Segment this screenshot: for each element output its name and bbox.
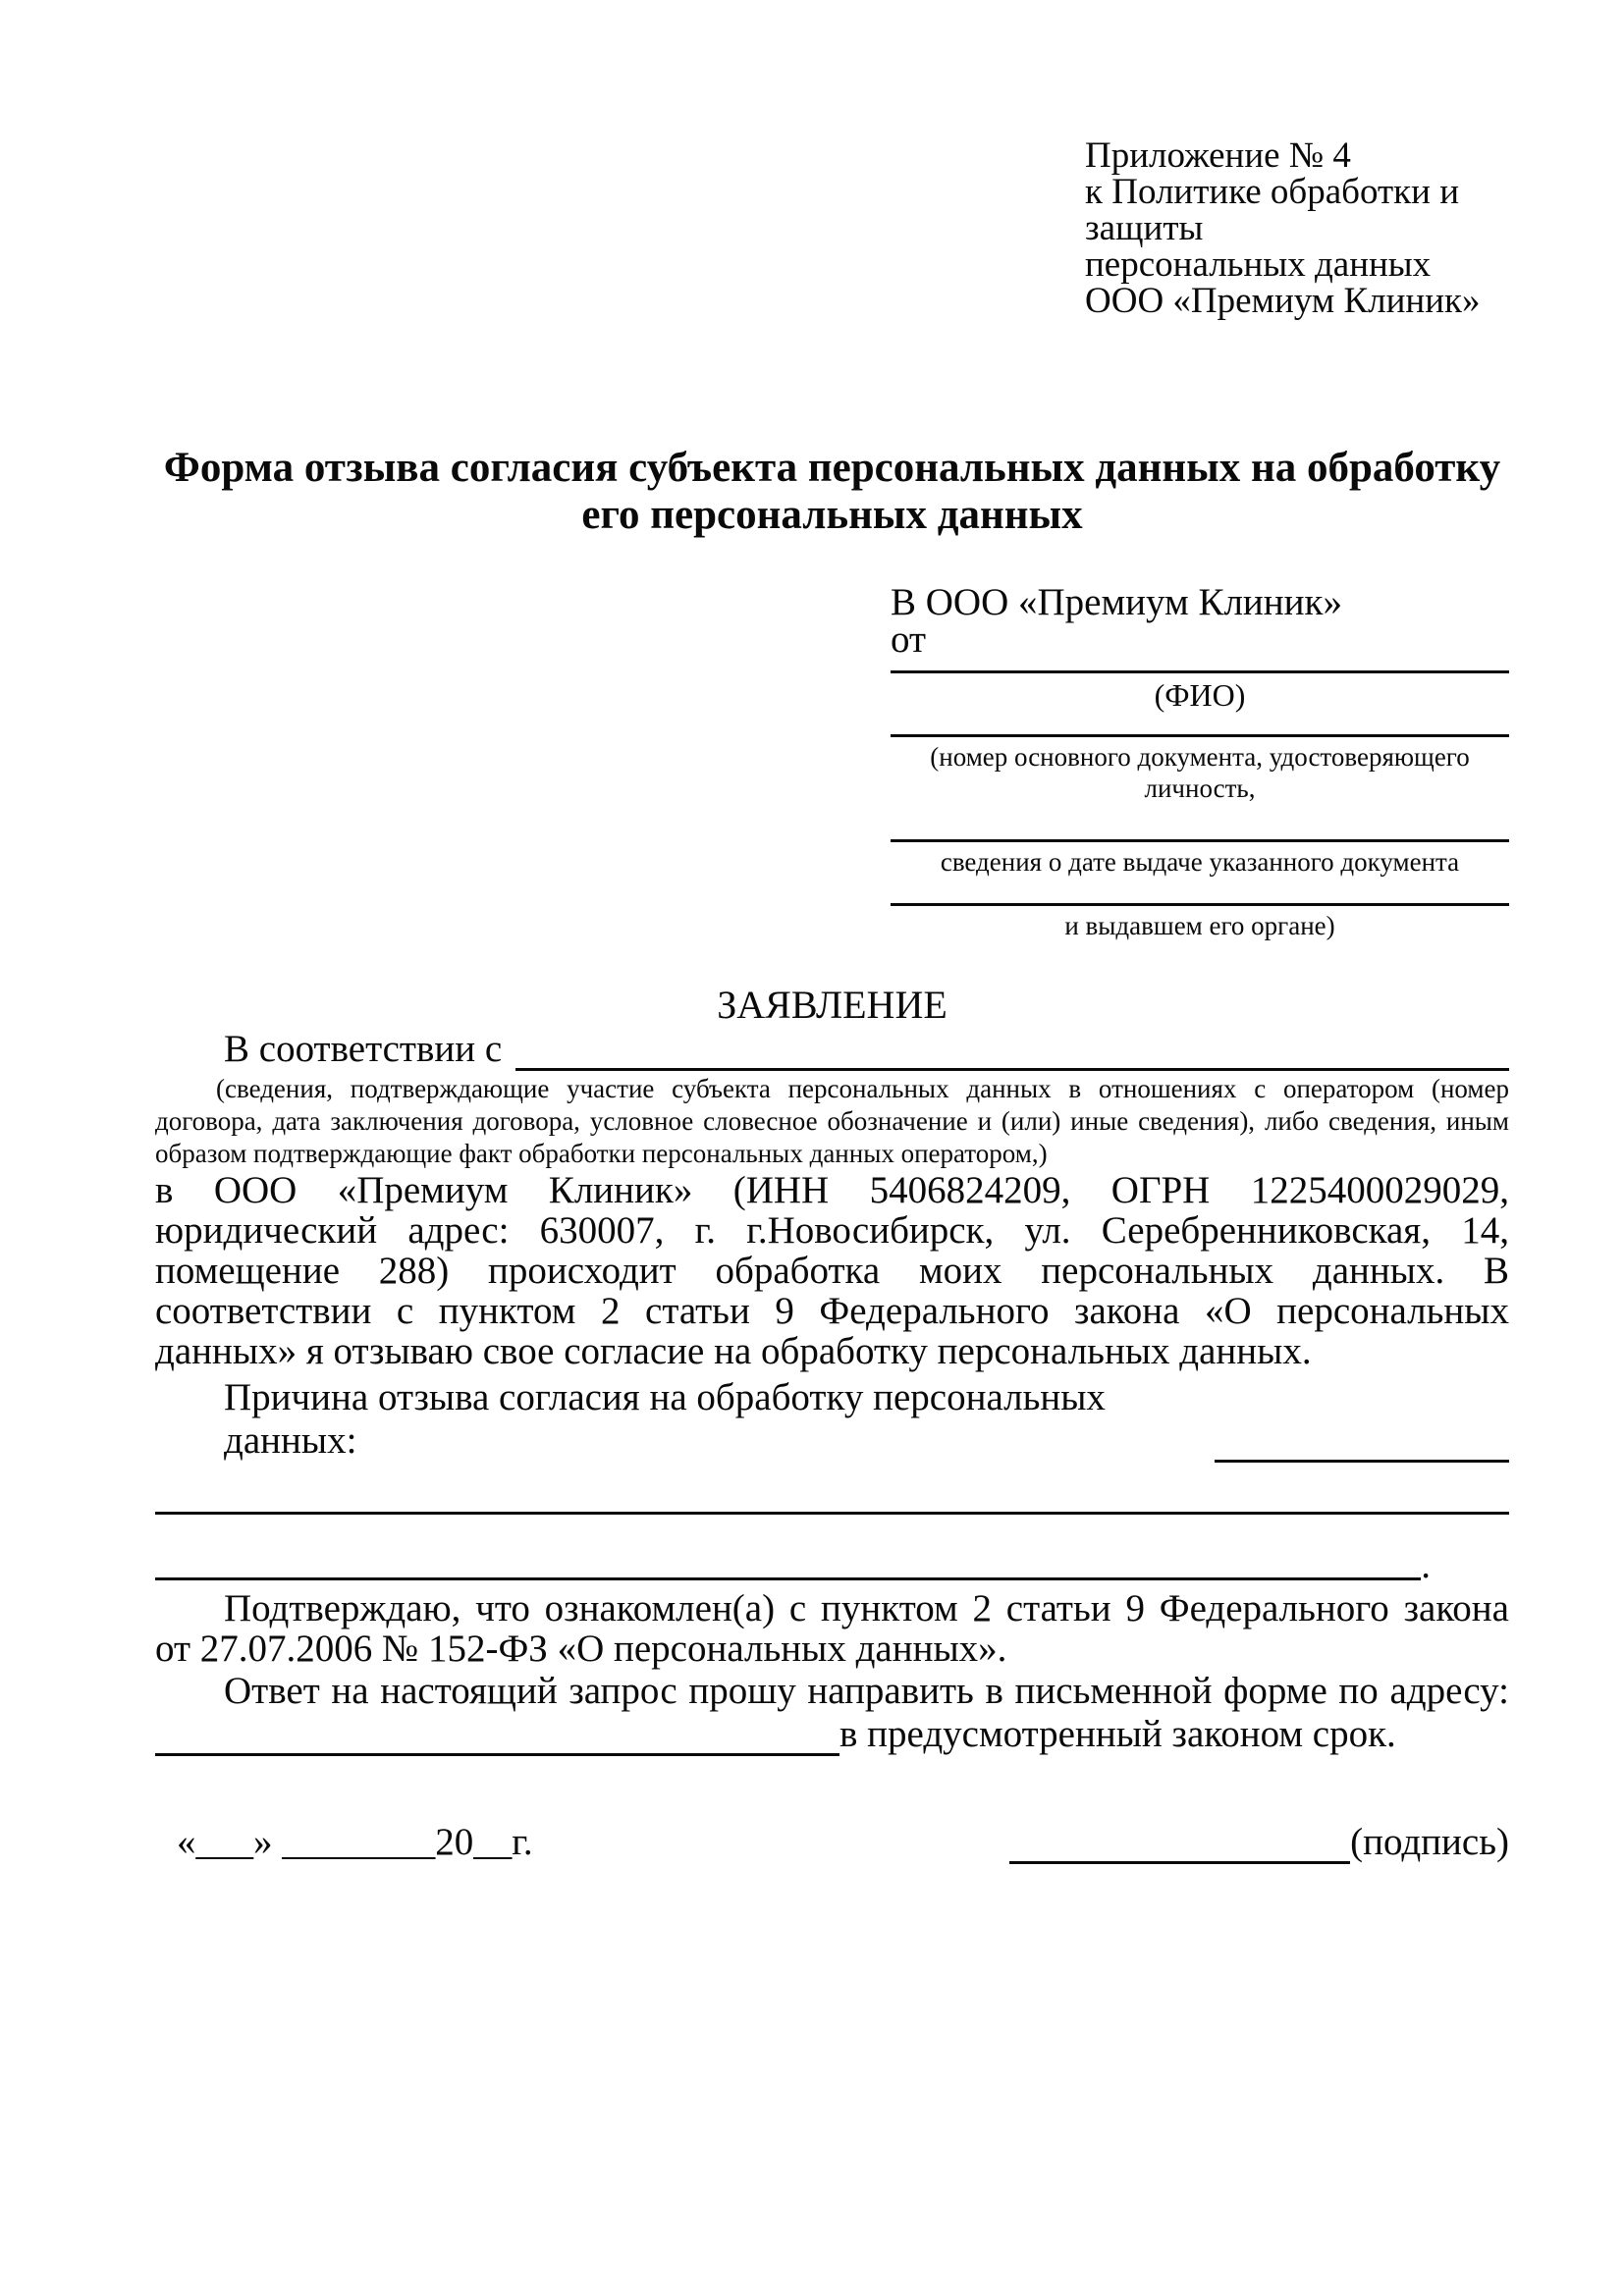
reason-blank-line-3-row [155,1544,1509,1587]
signature-block [1009,1821,1509,1864]
appendix-policy-line-2: персональных данных [1085,244,1432,285]
signature-blank-line[interactable] [1009,1826,1350,1864]
statement-heading: ЗАЯВЛЕНИЕ [717,983,947,1028]
reason-blank-line[interactable] [1215,1460,1509,1463]
reply-address-blank-line[interactable] [155,1718,839,1756]
fio-blank-line[interactable] [891,659,1509,673]
id-document-caption: (номер основного документа, удостоверяющего личность, [930,742,1470,804]
reason-label: Причина отзыва согласия на обработку персональных данных: [224,1376,1106,1463]
reply-address-row [155,1713,1509,1756]
id-document-blank-line[interactable] [891,713,1509,737]
addressee-to: В ООО «Премиум Клиник» [891,581,1342,624]
basis-row [155,1028,1509,1071]
appendix-number: Приложение № 4 [1085,135,1351,176]
issue-date-blank-line[interactable] [891,804,1509,842]
fio-caption: (ФИО) [1154,677,1246,714]
issue-date-caption: сведения о дате выдаче указанного документа [940,847,1460,878]
reason-blank-line-3[interactable] [155,1548,1421,1580]
period-text: . [1421,1544,1431,1587]
issuer-blank-line[interactable] [891,878,1509,906]
addressee-from-label: от [891,618,927,662]
basis-blank-line[interactable] [515,1068,1509,1071]
addressee-block [891,581,1509,941]
footer-row [155,1821,1509,1864]
date-blank-line[interactable]: «___» ________20__г. [177,1821,533,1864]
issuer-caption: и выдавшем его органе) [1064,911,1335,941]
confirmation-paragraph: Подтверждаю, что ознакомлен(а) с пунктом 2 статьи 9 Федерального закона от 27.07.2006 № 152-ФЗ «О персональных данных». [155,1587,1509,1671]
reply-request-paragraph: Ответ на настоящий запрос прошу направить в письменной форме по адресу: [224,1670,1509,1713]
appendix-policy-line: к Политике обработки и защиты [1085,172,1460,248]
basis-intro-text: В соответствии с [224,1028,503,1071]
signature-caption: (подпись) [1350,1821,1509,1864]
reason-row [155,1376,1509,1463]
appendix-header [1085,137,1509,319]
statement-body: в ООО «Премиум Клиник» (ИНН 5406824209, ОГРН 1225400029029, юридический адрес: 630007, г. г.Новосибирск, ул. Серебренниковская, 14, помещение 288) происходит обработка моих персональных данных. В соответствии с пунктом 2 статьи 9 Федерального закона «О персональных данных» я отзываю свое согласие на обработку персональных данных. [155,1169,1509,1373]
reason-blank-line-2[interactable] [155,1512,1509,1515]
appendix-company: ООО «Премиум Клиник» [1085,281,1481,321]
form-title: Форма отзыва согласия субъекта персональных данных на обработку его персональных данных [163,445,1501,539]
reply-tail-text: в предусмотренный законом срок. [839,1713,1396,1756]
fine-print-caption: (сведения, подтверждающие участие субъекта персональных данных в отношениях с оператором (номер договора, дата заключения договора, условное словесное обозначение и (или) иные сведения), либо сведения, иным образом подтверждающие факт обработки персональных данных оператором,) [155,1074,1509,1169]
